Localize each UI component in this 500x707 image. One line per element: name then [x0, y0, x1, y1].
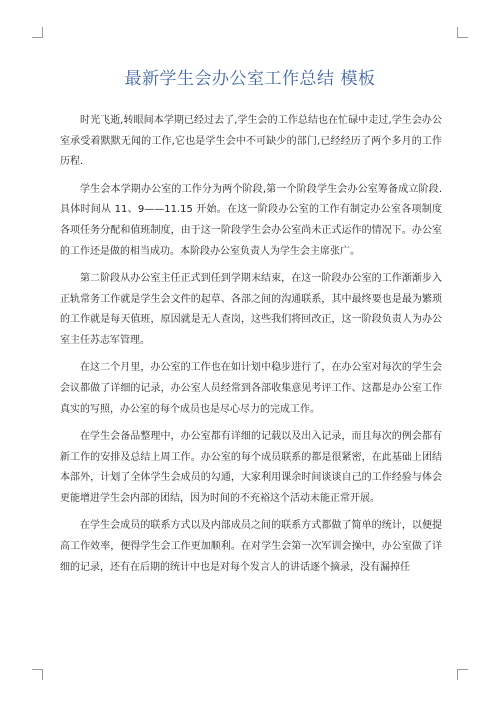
paragraph-1: 时光飞逝,转眼间本学期已经过去了,学生会的工作总结也在忙碌中走过,学生会办公室承受着默默无闻的工作,它也是学生会中不可缺少的部门,已经经历了两个多月的工作历程. — [60, 115, 442, 168]
document-body — [60, 111, 442, 585]
paragraph-3: 第二阶段从办公室主任正式到任到学期末结束，在这一阶段办公室的工作渐渐步入正轨常务工作就是学生会文件的起草、各部之间的沟通联系，其中最终要也是最为繁琐的工作就是每天值班，原因就是无人查岗，这些我们将回改正，这一阶段负责人为办公室主任苏志军管理。 — [60, 272, 442, 347]
crop-mark-top-right — [457, 27, 468, 38]
paragraph-4: 在这二个月里，办公室的工作也在如计划中稳步进行了，在办公室对每次的学生会会议都做了详细的记录，办公室人员经常到各部收集意见考评工作、这都是办公室工作真实的写照，办公室的每个成员也是尽心尽力的完成工作。 — [60, 362, 442, 415]
paragraph-5: 在学生会备品整理中，办公室都有详细的记载以及出入记录，而且每次的例会都有新工作的安排及总结上周工作。办公室的每个成员联系的都是很紧密，在此基础上团结本部外，计划了全体学生会成员的勾通，大家利用课余时间谈谈自己的工作经验与体会更能增进学生会内部的团结，因为时间的不充裕这个活动未能正常开展。 — [60, 430, 442, 504]
document-title: 最新学生会办公室工作总结 模板 — [124, 69, 376, 89]
paragraph-2: 学生会本学期办公室的工作分为两个阶段,第一个阶段学生会办公室筹备成立阶段.具体时间从 11、9——11.15 开始。在这一阶段办公室的工作有制定办公室各项制度各项任务分配和值班制度，由于这一阶段学生会办公室尚未正式运作的情况下。办公室的工作还是做的相当成功。本阶段办公室负责人为学生会主席张广。 — [60, 183, 442, 257]
paragraph-6: 在学生会成员的联系方式以及内部成员之间的联系方式都做了简单的统计，以便提高工作效率，便得学生会工作更加顺利。在对学生会第一次军训会操中，办公室做了详细的记录，还有在后期的统计中也是对每个发言人的讲话逐个摘录，没有漏掉任 — [60, 520, 442, 573]
crop-mark-bottom-left — [32, 669, 43, 680]
crop-mark-top-left — [32, 27, 43, 38]
crop-mark-bottom-right — [457, 669, 468, 680]
